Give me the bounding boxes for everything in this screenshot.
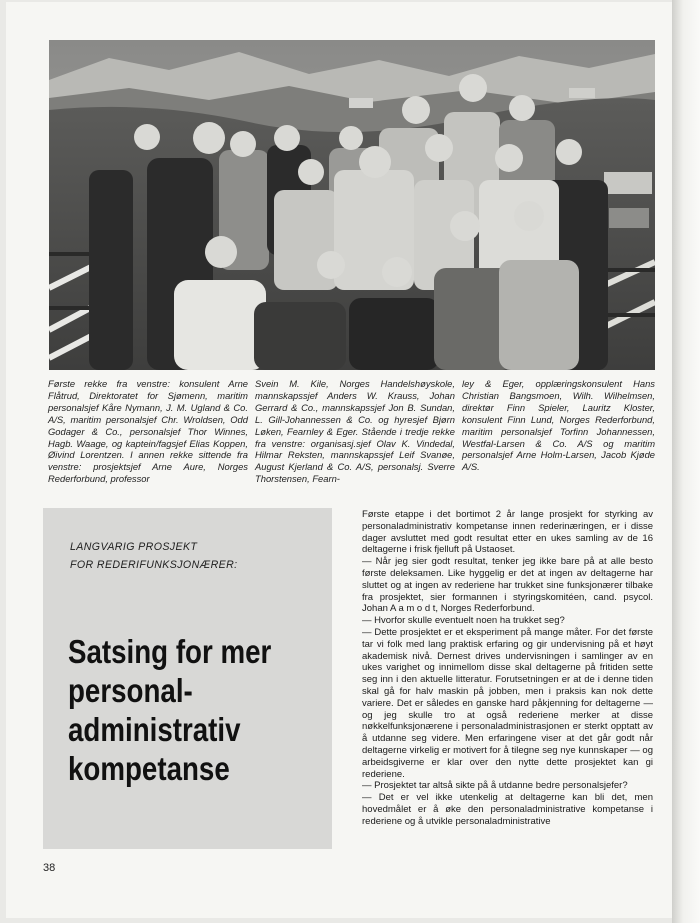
- article-paragraph: — Prosjektet tar altså sikte på å utdanne bedre personalsjefer?: [362, 780, 628, 792]
- page-number: 38: [43, 862, 56, 874]
- article-paragraph: — Når jeg sier godt resultat, tenker jeg ikke bare på at alle besto første deleksamen. Like hyggelig er det at ingen av deltagerne har sluttet og at ingen av rederiene har trukket sine funksjonærer tilbake fra prosjektet, sier formannen i styringskomitéen, cand. psycol. Johan A a m o d t, Norges Rederforbund.: [362, 556, 653, 615]
- kicker-line-1: LANGVARIG PROSJEKT: [70, 541, 198, 553]
- article-body: [362, 509, 653, 828]
- group-photo: [49, 40, 655, 370]
- photo-caption-column-3: ley & Eger, opplæringskonsulent Hans Christian Bangsmoen, Wilh. Wilhelmsen, direktør Finn Spieler, Lauritz Kloster, konsulent Finn Lund, Norges Rederforbund, maritim personalsjef Torfinn Johannessen, Westfal-Larsen & Co. A/S og maritim personalsjef Arne Holm-Larsen, Jacob Kjøde A/S.: [462, 378, 655, 473]
- photo-caption-column-1: Første rekke fra venstre: konsulent Arne Flåtrud, Direktoratet for Sjømenn, maritim personalsjef Kåre Nymann, J. M. Ugland & Co. A/S, maritim personalsjef Chr. Wroldsen, Odd Godager & Co., personalsjef Thor Winnes, Hagb. Waage, og kaptein/fagsjef Elias Koppen, Øivind Lorentzen. I annen rekke sittende fra venstre: prosjektsjef Arne Aure, Norges Rederforbund, professor: [48, 378, 248, 485]
- article-paragraph: — Det er vel ikke utenkelig at deltagerne kan bli det, men hovedmålet er å øke den personaladministrative kompetanse i rederiene og å utvikle personaladministrative: [362, 792, 653, 827]
- article-paragraph: — Dette prosjektet er et eksperiment på mange måter. For det første tar vi folk med lang praktisk erfaring og gir undervisning på et høyt akademisk nivå. Dernest drives undervisningen i samlinger av en ukes varighet og innimellom disse skal deltagerne på fritiden sette seg inn i den aktuelle litteratur. Forutsetningen er at de i denne tiden skal gå for halv maskin på jobben, men i praksis kan nok dette variere. Det er således en ganske hard påkjenning for deltagerne — og jeg skulle tro at også rederiene merker at disse nøkkelfunksjonærene i personaladministrasjonen er sterkt opptatt av å utdanne seg videre. Men erfaringene viser at det går godt når deltagerne virkelig er motivert for å tilegne seg nye kunnskaper — og arbeidsgiverne er klar over den nytte dette prosjektet kan gi rederiene.: [362, 626, 653, 780]
- article-paragraph: — Hvorfor skulle eventuelt noen ha trukket seg?: [362, 615, 565, 627]
- page-edge: [672, 0, 700, 923]
- kicker-line-2: FOR REDERIFUNKSJONÆRER:: [70, 559, 238, 571]
- article-headline: Satsing for mer personal- administrativ kompetanse: [68, 633, 272, 787]
- article-paragraph: Første etappe i det bortimot 2 år lange prosjekt for styrking av personaladministrativ kompetanse innen rederinæringen, er i disse dager avsluttet med godt resultat etter en ukes samling av de 16 deltagerne i frisk fjelluft på Ustaoset.: [362, 509, 653, 556]
- photo-caption-column-2: Svein M. Kile, Norges Handelshøyskole, mannskapssjef Anders W. Krauss, Johan Gerrard & Co., mannskapssjef Jon B. Sundan, L. Gill-Johannessen & Co. og hyresjef Bjørn Løken, Fearnley & Eger. Stående i tredje rekke fra venstre: organisasj.sjef Olav K. Vindedal, Hilmar Reksten, mannskapssjef Leif Svanøe, August Kjerland & Co. A/S, personalsj. Sverre Thorstensen, Fearn-: [255, 378, 455, 485]
